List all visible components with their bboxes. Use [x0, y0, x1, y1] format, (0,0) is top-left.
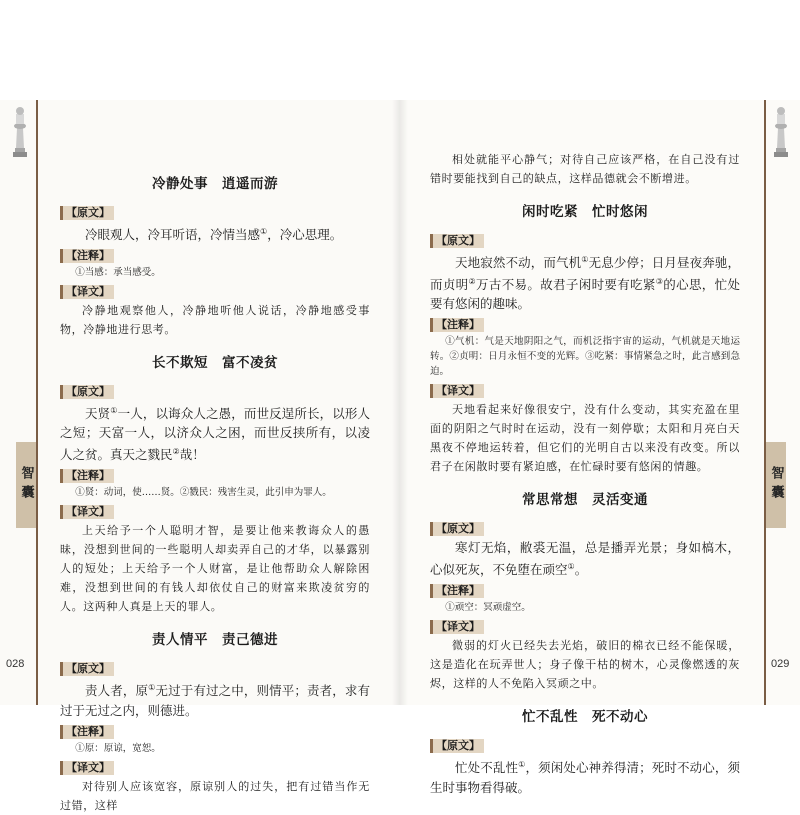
original-text: 忙处不乱性①，须闲处心神养得清；死时不动心，须生时事物看得破。	[430, 760, 740, 795]
section-title: 忙不乱性 死不动心	[522, 709, 648, 726]
notes-label: 【注释】	[60, 725, 114, 739]
translation-text: 天地看起来好像很安宁，没有什么变动，其实充盈在里面的阴阳之气时时在运动，没有一刻停歇；太阳和月亮白天黑夜不停地运转着，但它们的光明自古以来没有改变。所以君子在闲散时要有紧迫感，在忙碌时要有悠闲的情趣。	[430, 403, 740, 474]
notes-text: ①当感：承当感受。	[75, 267, 161, 279]
left-margin-rule	[36, 100, 38, 705]
notes-text: ①气机：气是天地阴阳之气，而机泛指宇宙的运动，气机就是天地运转。②贞明：日月永恒不变的光辉。③吃紧：事情紧急之时，此言感到急迫。	[430, 336, 740, 378]
translation-label: 【译文】	[60, 285, 114, 299]
side-tab-right: 智囊	[766, 442, 786, 528]
original-text: 责人者，原①无过于有过之中，则情平；责者，求有过于无过之内，则德进。	[60, 683, 370, 718]
original-text: 冷眼观人，冷耳听语，冷情当感①，冷心思理。	[85, 227, 343, 243]
notes-text: ①原：原谅，宽恕。	[75, 742, 161, 754]
translation-text: 对待别人应该宽容，原谅别人的过失，把有过错当作无过错，这样	[60, 779, 370, 812]
page-number-right: 029	[771, 658, 790, 670]
notes-label: 【注释】	[60, 469, 114, 483]
original-text: 寒灯无焰，敝裘无温，总是播弄光景；身如槁木，心似死灰，不免堕在顽空①。	[430, 540, 740, 578]
section-title: 冷静处事 逍遥而游	[152, 176, 278, 192]
original-text: 天地寂然不动，而气机①无息少停；日月昼夜奔驰，而贞明②万古不易。故君子闲时要有吃紧③的心思，忙处要有悠闲的趣味。	[430, 255, 740, 312]
chess-rook-icon	[770, 104, 792, 158]
translation-text: 上天给予一个人聪明才智，是要让他来教诲众人的愚昧，没想到世间的一些聪明人却卖弄自己的才华，以暴露别人的短处；上天给予一个人财富，是让他帮助众人解除困难，没想到世间的有钱人却依仗自己的财富来欺凌贫穷的人。这两种人真是上天的罪人。	[60, 524, 370, 614]
chess-rook-icon	[9, 104, 31, 158]
original-label: 【原文】	[60, 385, 114, 399]
translation-label: 【译文】	[60, 761, 114, 775]
section-title: 责人情平 责己德进	[152, 632, 278, 649]
original-label: 【原文】	[430, 739, 484, 753]
original-label: 【原文】	[60, 662, 114, 676]
page-number-left: 028	[6, 658, 25, 670]
notes-text: ①贤：动词，使……贤。②戮民：残害生灵，此引申为罪人。	[75, 487, 332, 499]
translation-label: 【译文】	[60, 505, 114, 519]
original-label: 【原文】	[430, 234, 484, 248]
right-column	[430, 150, 740, 797]
left-column	[60, 160, 370, 815]
section-title: 长不欺短 富不凌贫	[152, 355, 278, 372]
side-tab-left: 智囊	[16, 442, 36, 528]
translation-text: 微弱的灯火已经失去光焰，破旧的棉衣已经不能保暖，这是造化在玩弄世人；身子像干枯的树木，心灵像燃透的灰烬，这样的人不免陷入冥顽之中。	[430, 639, 740, 691]
right-margin-rule	[764, 100, 766, 705]
notes-label: 【注释】	[430, 584, 484, 598]
notes-label: 【注释】	[430, 318, 484, 332]
notes-text: ①顽空：冥顽虚空。	[445, 602, 531, 614]
section-title: 常思常想 灵活变通	[522, 492, 648, 509]
notes-label: 【注释】	[60, 249, 114, 263]
translation-text: 冷静地观察他人，冷静地听他人说话，冷静地感受事物，冷静地进行思考。	[60, 304, 370, 337]
original-label: 【原文】	[60, 206, 114, 220]
original-label: 【原文】	[430, 522, 484, 536]
book-gutter	[392, 100, 408, 705]
section-title: 闲时吃紧 忙时悠闲	[522, 204, 648, 220]
translation-continuation: 相处就能平心静气；对待自己应该严格，在自己没有过错时要能找到自己的缺点，这样品德就会不断增进。	[430, 153, 740, 185]
translation-label: 【译文】	[430, 620, 484, 634]
translation-label: 【译文】	[430, 384, 484, 398]
original-text: 天贤①一人，以诲众人之愚，而世反逞所长，以形人之短；天富一人，以济众人之困，而世反挟所有，以凌人之贫。真天之戮民②哉！	[60, 406, 370, 463]
